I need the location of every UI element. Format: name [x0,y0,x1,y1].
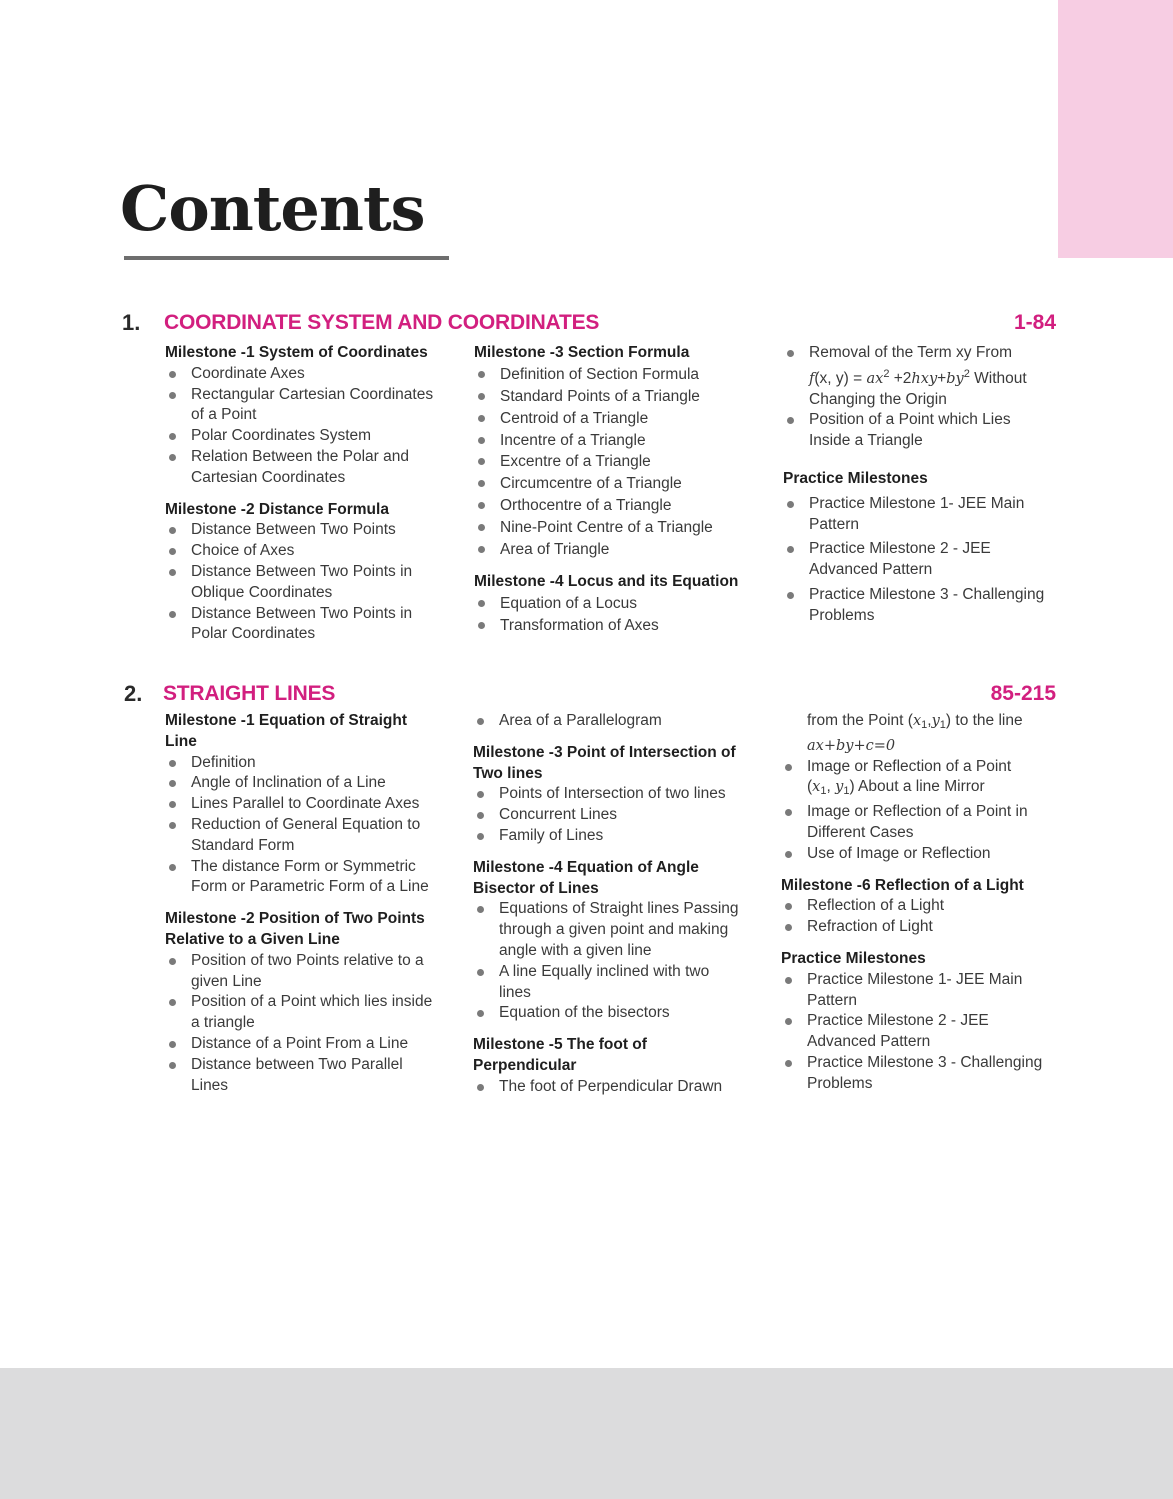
milestone-title[interactable]: Milestone -1 Equation of Straight [165,712,407,729]
milestone-title[interactable]: Milestone -3 Point of Intersection of [473,743,736,761]
milestone-list [165,951,465,1097]
list-item[interactable]: Definition [165,753,465,774]
milestone-list [781,711,1058,865]
milestone-title[interactable]: Milestone -3 Section Formula [474,344,690,361]
milestone-list [781,896,1058,938]
list-item[interactable]: Rectangular Cartesian Coordinates [165,385,465,406]
milestone-title-continued[interactable]: Relative to a Given Line [165,930,340,948]
milestone-title[interactable]: Milestone -4 Equation of Angle [473,858,699,876]
list-item-continued[interactable]: given Line [191,972,262,990]
practice-milestones-title[interactable]: Practice Milestones [783,469,928,487]
milestone-title[interactable]: Milestone -4 Locus and its Equation [474,572,739,590]
list-item[interactable]: Choice of Axes [165,541,465,562]
list-item[interactable]: Position of two Points relative to a [165,951,465,972]
page-title: Contents [120,172,425,245]
chapter-2-column-2 [473,711,773,1098]
list-item[interactable]: Equations of Straight lines Passing [473,899,773,920]
list-item[interactable]: Excentre of a Triangle [474,451,774,473]
list-item[interactable]: A line Equally inclined with two [473,962,773,983]
list-item[interactable]: Removal of the Term xy From [783,343,1058,364]
list-item[interactable]: Equation of a Locus [474,593,774,615]
list-item[interactable]: Equation of the bisectors [473,1003,773,1024]
list-item[interactable]: The foot of Perpendicular Drawn [473,1077,773,1098]
list-item-continued[interactable]: Lines [191,1076,229,1094]
list-item[interactable]: Position of a Point which lies inside [165,992,465,1013]
list-item-continued[interactable]: Polar Coordinates [191,625,316,643]
chapter-2-column-3 [781,711,1058,1095]
list-item-continued[interactable]: Oblique Coordinates [191,583,333,601]
chapter-1-title[interactable]: COORDINATE SYSTEM AND COORDINATES [164,311,600,334]
chapter-2-column-1 [165,711,465,1096]
chapter-2-title[interactable]: STRAIGHT LINES [163,682,336,705]
list-item-continued[interactable]: through a given point and making [499,921,729,939]
list-item[interactable]: Relation Between the Polar and [165,447,465,468]
milestone-title-continued[interactable]: Line [165,732,197,750]
chapter-1-number: 1. [122,310,141,335]
list-item[interactable]: Concurrent Lines [473,805,773,826]
list-item[interactable]: Practice Milestone 1- JEE Main [783,494,1058,515]
milestone-title-continued[interactable]: Two lines [473,764,543,782]
chapter-2-number: 2. [124,681,143,706]
milestone-list [473,711,773,732]
chapter-2-pages[interactable]: 85-215 [990,682,1056,705]
list-item-continued[interactable]: Different Cases [807,823,914,841]
milestone-list [165,364,465,489]
list-item[interactable]: Centroid of a Triangle [474,408,774,430]
chapter-1-column-1 [165,343,465,645]
list-item-continued[interactable]: Problems [809,606,875,624]
list-item[interactable]: Polar Coordinates System [165,426,465,447]
milestone-title-continued[interactable]: Perpendicular [473,1056,577,1074]
milestone-title[interactable]: Milestone -2 Distance Formula [165,500,389,518]
list-item[interactable]: Practice Milestone 1- JEE Main [781,970,1058,991]
list-item[interactable]: Practice Milestone 2 - JEE [781,1011,1058,1032]
list-item[interactable]: Coordinate Axes [165,364,465,385]
list-item[interactable]: Position of a Point which Lies [783,410,1058,431]
milestone-list [474,364,774,561]
list-item-continued[interactable]: Problems [807,1074,873,1092]
list-item[interactable]: Reduction of General Equation to [165,815,465,836]
list-item-continued[interactable]: Cartesian Coordinates [191,468,346,486]
list-item[interactable]: Distance Between Two Points [165,520,465,541]
milestone-title[interactable]: Milestone -6 Reflection of a Light [781,876,1024,894]
list-item[interactable]: Distance between Two Parallel [165,1055,465,1076]
milestone-list [473,784,773,846]
milestone-list [473,1077,773,1098]
list-item[interactable]: Area of Triangle [474,539,774,561]
list-item[interactable]: Standard Points of a Triangle [474,386,774,408]
milestone-title[interactable]: Milestone -2 Position of Two Points [165,910,425,928]
milestone-list [165,753,465,899]
pink-corner-tab [1058,0,1173,258]
milestone-list [165,520,465,645]
practice-list [781,970,1058,1095]
list-item[interactable]: Image or Reflection of a Point in [781,802,1058,823]
list-item[interactable]: Circumcentre of a Triangle [474,473,774,495]
list-item-continued-formula[interactable]: ($x_1$, $y_1$) About a line Mirror [807,778,985,798]
milestone-list [783,343,1058,452]
list-item[interactable]: Distance Between Two Points in [165,562,465,583]
list-item[interactable]: Refraction of Light [781,917,1058,938]
list-item[interactable]: Image or Reflection of a Point [781,757,1058,778]
chapter-1-column-3 [783,343,1058,627]
milestone-title[interactable]: Milestone -1 System of Coordinates [165,344,428,361]
list-item-continued-formula[interactable]: from the Point $(x_1,y_1)$ to the line [807,712,1023,731]
list-item[interactable]: Definition of Section Formula [474,364,774,386]
list-item[interactable]: The distance Form or Symmetric [165,857,465,878]
list-item-continued[interactable]: Form or Parametric Form of a Line [191,878,429,896]
milestone-list [474,593,774,637]
list-item[interactable]: Incentre of a Triangle [474,430,774,452]
list-item[interactable]: Area of a Parallelogram [473,711,773,732]
list-item-continued[interactable]: Pattern [809,515,859,533]
list-item-continued[interactable]: Inside a Triangle [809,432,923,450]
list-item-continued[interactable]: of a Point [191,406,257,424]
list-item-continued[interactable]: Advanced Pattern [807,1033,931,1051]
list-item-continued[interactable]: lines [499,983,531,1001]
list-item-continued-formula[interactable]: ax+by+c=0 [807,737,896,754]
title-underline [124,256,449,260]
list-item-continued[interactable]: Advanced Pattern [809,561,933,579]
chapter-1-column-2 [474,343,774,637]
list-item[interactable]: Points of Intersection of two lines [473,784,773,805]
list-item[interactable]: Nine-Point Centre of a Triangle [474,517,774,539]
list-item[interactable]: Transformation of Axes [474,615,774,637]
practice-list [783,494,1058,627]
list-item[interactable]: Distance Between Two Points in [165,604,465,625]
list-item[interactable]: Lines Parallel to Coordinate Axes [165,794,465,815]
list-item-continued[interactable]: Pattern [807,991,857,1009]
milestone-title-continued[interactable]: Bisector of Lines [473,879,599,897]
chapter-1-pages[interactable]: 1-84 [1013,311,1056,334]
list-item-continued[interactable]: Changing the Origin [809,390,947,408]
list-item[interactable]: Practice Milestone 2 - JEE [783,539,1058,560]
list-item[interactable]: Practice Milestone 3 - Challenging [781,1053,1058,1074]
list-item[interactable]: Practice Milestone 3 - Challenging [783,585,1058,606]
list-item-continued[interactable]: a triangle [191,1014,255,1032]
list-item-continued[interactable]: Standard Form [191,836,295,854]
list-item-continued[interactable]: angle with a given line [499,941,652,959]
footer-band [0,1368,1173,1499]
list-item-formula[interactable]: f(x, $y) = ax^2 +2hxy+by^2$ Without [809,367,1027,387]
list-item[interactable]: Distance of a Point From a Line [165,1034,465,1055]
list-item[interactable]: Family of Lines [473,826,773,847]
list-item[interactable]: Use of Image or Reflection [781,844,1058,865]
list-item[interactable]: Reflection of a Light [781,896,1058,917]
list-item[interactable]: Angle of Inclination of a Line [165,773,465,794]
milestone-title[interactable]: Milestone -5 The foot of [473,1036,647,1054]
milestone-list [473,899,773,1024]
list-item[interactable]: Orthocentre of a Triangle [474,495,774,517]
practice-milestones-title[interactable]: Practice Milestones [781,949,926,967]
